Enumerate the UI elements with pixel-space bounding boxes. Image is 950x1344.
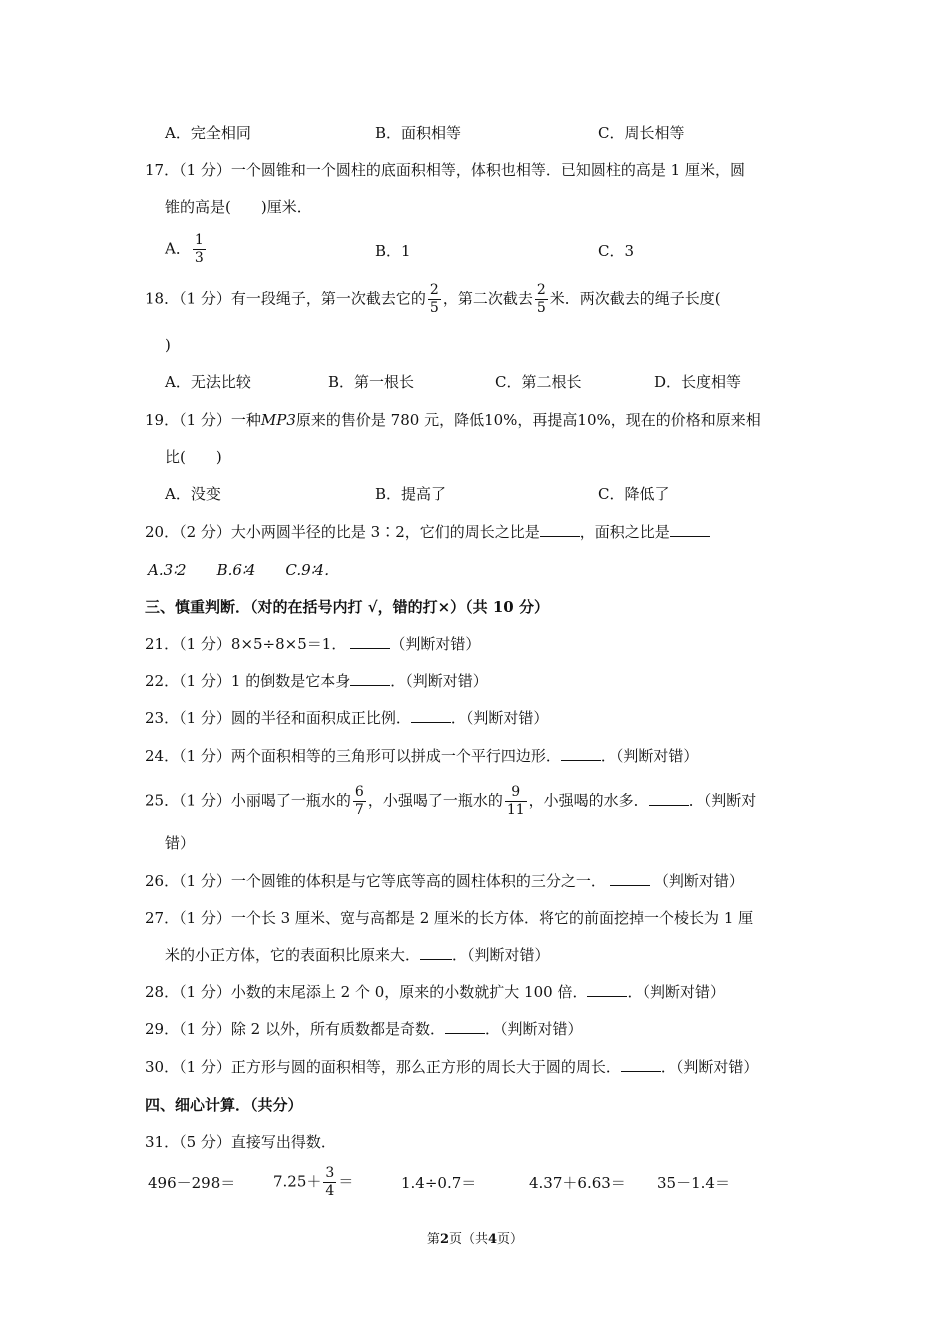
q21 xyxy=(145,633,480,655)
q19-text-1: 19．（1 分）一种 xyxy=(145,411,261,429)
q18-line1 xyxy=(145,282,721,317)
q18-line2: ) xyxy=(165,336,171,354)
q17-option-b: B．1 xyxy=(375,242,411,260)
q17-line2: 锥的高是( )厘米． xyxy=(165,198,312,216)
q26 xyxy=(145,870,744,892)
q31-expr-4: 4.37＋6.63＝ xyxy=(529,1174,626,1192)
q27-line1: 27．（1 分）一个长 3 厘米、宽与高都是 2 厘米的长方体．将它的前面挖掉一个棱长为 1 厘 xyxy=(145,909,754,927)
q18-option-b: B．第一根长 xyxy=(328,373,415,391)
answer-blank[interactable] xyxy=(350,634,390,649)
q18-option-d: D．长度相等 xyxy=(654,373,742,391)
q30-text: 30．（1 分）正方形与圆的面积相等，那么正方形的周长大于圆的周长． xyxy=(145,1058,621,1076)
q20-line1 xyxy=(145,521,710,543)
q28 xyxy=(145,981,725,1003)
answer-blank[interactable] xyxy=(561,746,601,761)
q25-text-4: ．（判断对 xyxy=(688,791,757,810)
q25-text-1: 25．（1 分）小丽喝了一瓶水的 xyxy=(145,791,351,810)
q25-line1 xyxy=(145,784,756,819)
fraction-numerator: 9 xyxy=(505,784,527,802)
q21-text: 21．（1 分）8×5÷8×5＝1． xyxy=(145,635,347,653)
q18-text-1: 18．（1 分）有一段绳子，第一次截去它的 xyxy=(145,289,426,308)
q31-expr-3: 1.4÷0.7＝ xyxy=(401,1174,477,1192)
q29-text: 29．（1 分）除 2 以外，所有质数都是奇数． xyxy=(145,1020,445,1038)
q18-text-2: ，第二次截去 xyxy=(442,289,533,308)
fraction-numerator: 6 xyxy=(354,784,364,800)
q18-text-3: 米．两次截去的绳子长度( xyxy=(549,289,721,308)
q17-line1: 17．（1 分）一个圆锥和一个圆柱的底面积相等，体积也相等．已知圆柱的高是 1 厘米，圆 xyxy=(145,161,745,179)
answer-blank[interactable] xyxy=(350,671,390,686)
q24-suffix: ．（判断对错） xyxy=(600,747,699,765)
q19-line1 xyxy=(145,409,761,431)
footer-text: 页（共 xyxy=(448,1232,488,1247)
q19-option-b: B．提高了 xyxy=(375,485,447,503)
answer-blank[interactable] xyxy=(621,1057,661,1072)
q19-line2: 比( ) xyxy=(165,448,222,466)
q19-mp3: MP3 xyxy=(260,411,296,429)
footer-text: 页） xyxy=(497,1232,524,1247)
q23-text: 23．（1 分）圆的半径和面积成正比例． xyxy=(145,709,411,727)
page-footer xyxy=(0,1228,950,1247)
fraction-denominator: 5 xyxy=(429,300,439,316)
answer-blank[interactable] xyxy=(587,982,627,997)
fraction-denominator: 4 xyxy=(325,1183,335,1199)
q18-option-c: C．第二根长 xyxy=(495,373,582,391)
q29-suffix: ．（判断对错） xyxy=(484,1020,583,1038)
q25-line2: 错） xyxy=(165,834,196,852)
q18-option-a: A．无法比较 xyxy=(165,373,251,391)
q16-option-a: A．完全相同 xyxy=(165,124,251,142)
section-3-heading: 三、慎重判断．（对的在括号内打 √，错的打×）（共 10 分） xyxy=(145,598,549,616)
q30 xyxy=(145,1056,758,1078)
fraction-numerator: 3 xyxy=(325,1165,335,1181)
q23-suffix: ．（判断对错） xyxy=(450,709,549,727)
q20-options: A.3∶2 B.6∶4 C.9∶4． xyxy=(148,561,340,579)
q26-suffix: （判断对错） xyxy=(653,872,744,890)
q20-text-1: 20．（2 分）大小两圆半径的比是 3∶2，它们的周长之比是 xyxy=(145,523,540,541)
fraction-denominator: 3 xyxy=(194,250,204,266)
fraction-numerator: 1 xyxy=(194,232,204,248)
q17-option-c: C．3 xyxy=(598,242,635,260)
q18-fraction-1 xyxy=(428,282,441,317)
q27-line2 xyxy=(165,944,550,966)
q30-suffix: ．（判断对错） xyxy=(660,1058,759,1076)
q27-text: 米的小正方体，它的表面积比原来大． xyxy=(165,946,421,964)
q31-expr-2 xyxy=(273,1165,353,1200)
q25-fraction-1 xyxy=(353,784,366,819)
q31-expr-2-suffix: ＝ xyxy=(338,1172,354,1191)
q31-title: 31．（5 分）直接写出得数． xyxy=(145,1133,336,1151)
q24-text: 24．（1 分）两个面积相等的三角形可以拼成一个平行四边形． xyxy=(145,747,561,765)
q31-expr-1: 496－298＝ xyxy=(148,1174,236,1192)
answer-blank[interactable] xyxy=(610,871,650,886)
total-pages-number: 4 xyxy=(488,1232,498,1247)
q25-text-2: ，小强喝了一瓶水的 xyxy=(367,791,503,810)
fraction-denominator: 7 xyxy=(354,802,364,818)
fraction-denominator: 5 xyxy=(536,300,546,316)
q20-text-2: ，面积之比是 xyxy=(579,523,670,541)
q23 xyxy=(145,707,548,729)
answer-blank[interactable] xyxy=(649,791,689,806)
answer-blank[interactable] xyxy=(540,522,580,537)
q28-suffix: ．（判断对错） xyxy=(627,983,725,1001)
section-4-heading: 四、细心计算．（共分） xyxy=(145,1096,303,1114)
q31-expr-5: 35－1.4＝ xyxy=(657,1174,730,1192)
q25-fraction-2 xyxy=(505,784,527,819)
q24 xyxy=(145,745,698,767)
answer-blank[interactable] xyxy=(445,1019,485,1034)
q31-expr-2-fraction xyxy=(323,1165,336,1200)
fraction-numerator: 2 xyxy=(429,282,439,298)
q17-option-a-fraction xyxy=(193,232,206,267)
q19-text-2: 原来的售价是 780 元，降低10%，再提高10%，现在的价格和原来相 xyxy=(295,411,761,429)
answer-blank[interactable] xyxy=(420,945,452,960)
q21-suffix: （判断对错） xyxy=(390,635,481,653)
q19-option-c: C．降低了 xyxy=(598,485,670,503)
current-page-number: 2 xyxy=(439,1232,449,1247)
answer-blank[interactable] xyxy=(411,708,451,723)
footer-text: 第 xyxy=(426,1232,440,1247)
q25-text-3: ，小强喝的水多． xyxy=(528,791,649,810)
q26-text: 26．（1 分）一个圆锥的体积是与它等底等高的圆柱体积的三分之一． xyxy=(145,872,606,890)
q31-expr-2-prefix: 7.25＋ xyxy=(273,1172,322,1191)
q19-option-a: A．没变 xyxy=(165,485,221,503)
q28-text: 28．（1 分）小数的末尾添上 2 个 0，原来的小数就扩大 100 倍． xyxy=(145,983,588,1001)
q22-text: 22．（1 分）1 的倒数是它本身 xyxy=(145,672,351,690)
q27-suffix: ．（判断对错） xyxy=(452,946,550,964)
q17-option-a xyxy=(165,232,208,267)
q22-suffix: ．（判断对错） xyxy=(390,672,488,690)
fraction-numerator: 2 xyxy=(536,282,546,298)
q29 xyxy=(145,1018,583,1040)
q18-fraction-2 xyxy=(535,282,548,317)
q17-option-a-prefix: A． xyxy=(165,239,191,258)
q16-option-b: B．面积相等 xyxy=(375,124,462,142)
q22 xyxy=(145,670,488,692)
answer-blank[interactable] xyxy=(670,522,710,537)
q16-option-c: C．周长相等 xyxy=(598,124,685,142)
fraction-denominator: 11 xyxy=(506,802,525,818)
